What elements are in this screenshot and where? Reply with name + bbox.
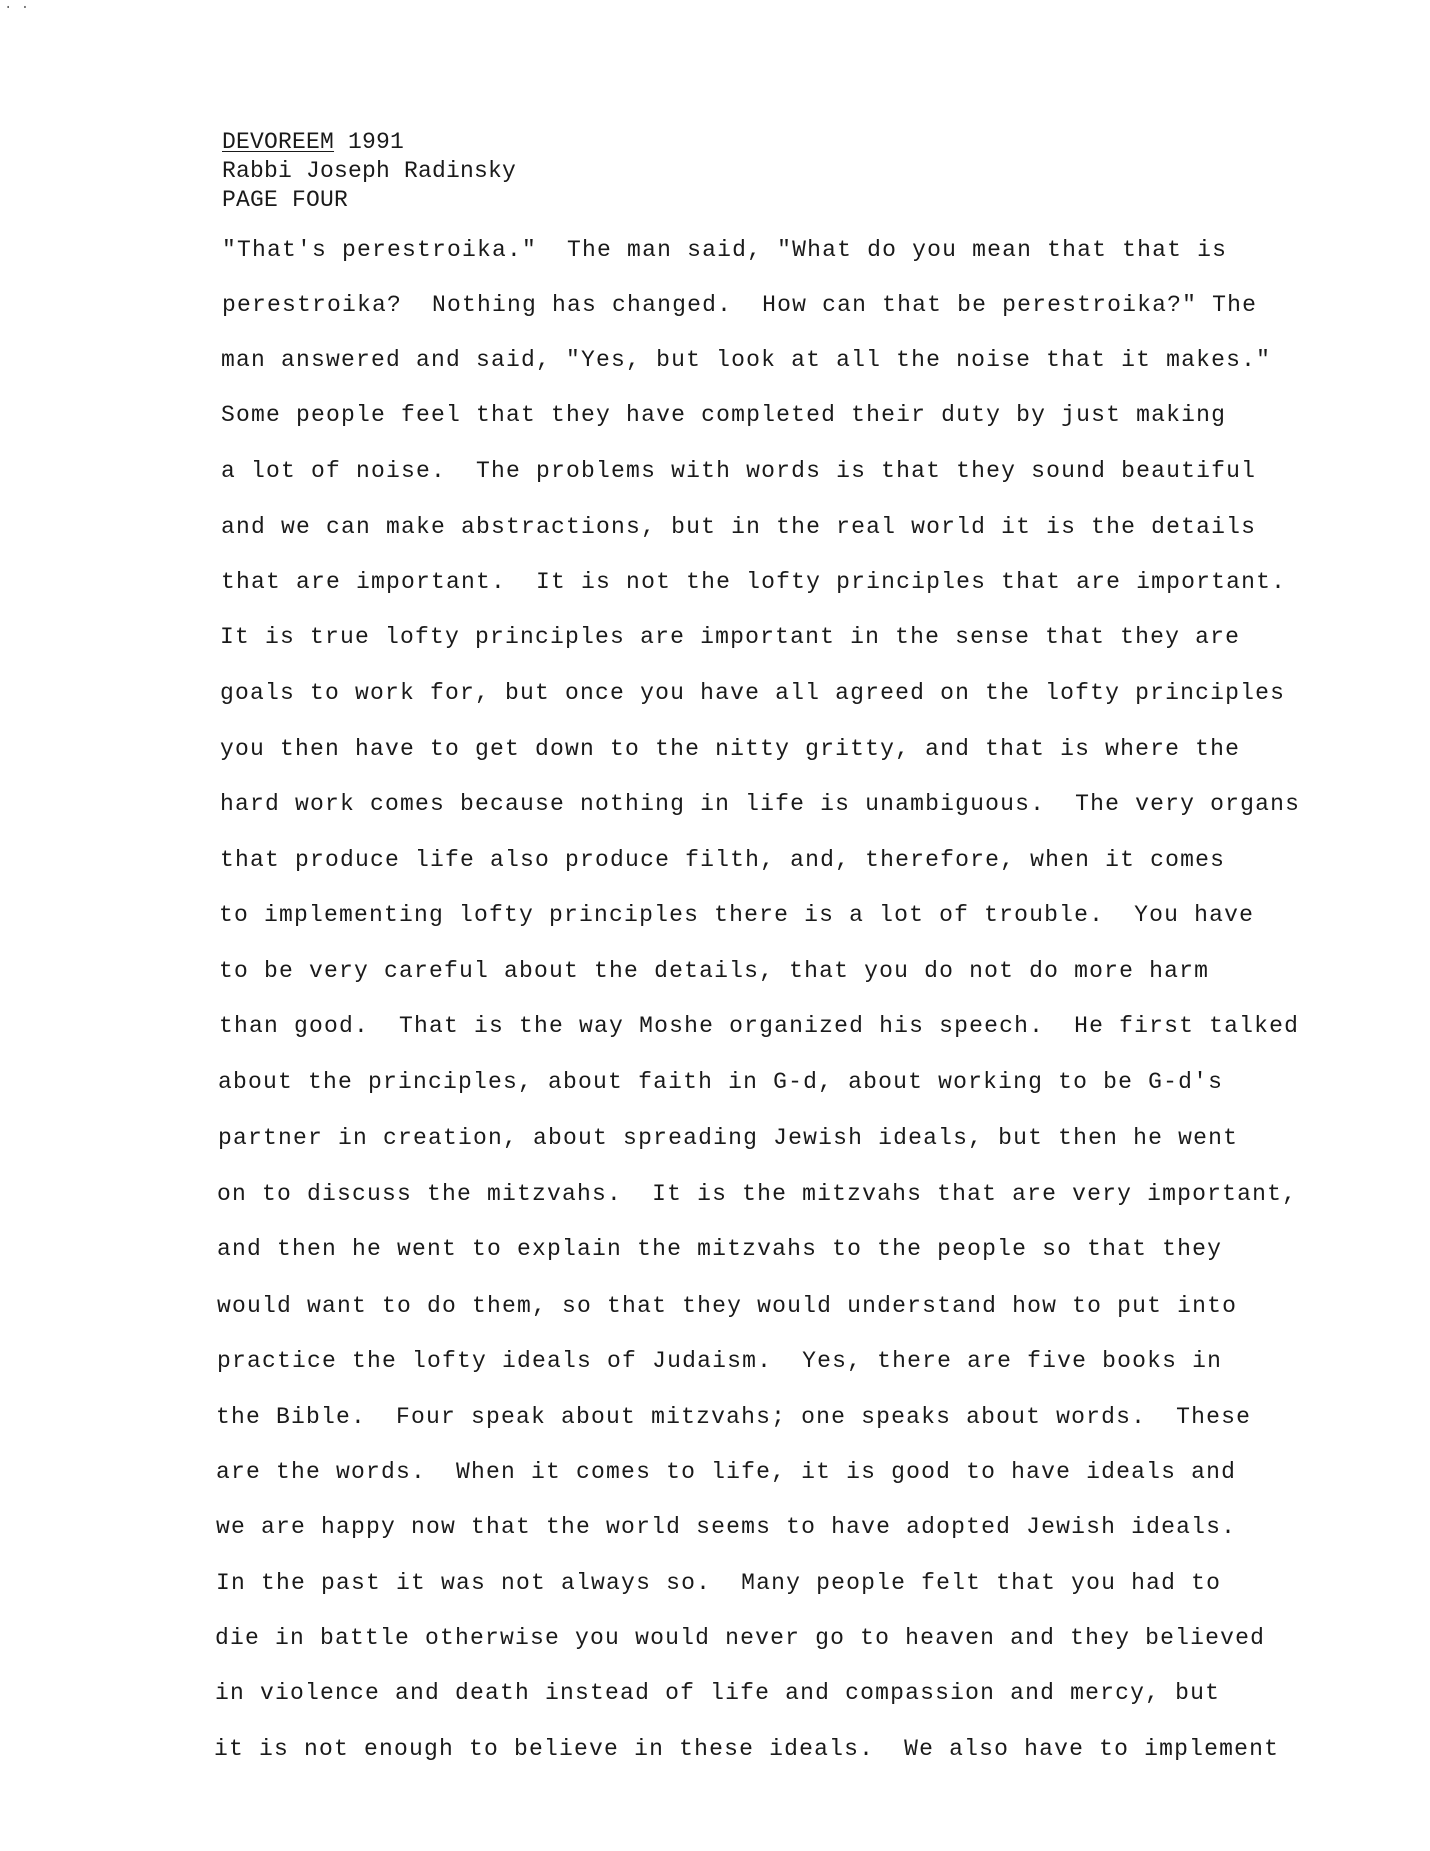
body-line: to be very careful about the details, that you do not do more harm — [219, 958, 1210, 984]
header-author: Rabbi Joseph Radinsky — [222, 158, 517, 184]
body-line: that produce life also produce filth, and, therefore, when it comes — [220, 847, 1226, 873]
scan-corner-mark: · · — [4, 0, 30, 16]
body-line: you then have to get down to the nitty gritty, and that is where the — [220, 736, 1241, 762]
body-line: In the past it was not always so. Many people felt that you had to — [216, 1570, 1222, 1596]
body-line: man answered and said, "Yes, but look at all the noise that it makes." — [221, 347, 1272, 373]
body-line: in violence and death instead of life and compassion and mercy, but — [215, 1680, 1221, 1706]
body-line: to implementing lofty principles there is a lot of trouble. You have — [219, 902, 1255, 928]
body-line: and we can make abstractions, but in the real world it is the details — [221, 514, 1257, 540]
body-line: than good. That is the way Moshe organized his speech. He first talked — [219, 1013, 1300, 1039]
body-line: hard work comes because nothing in life is unambiguous. The very organs — [220, 791, 1301, 817]
body-line: goals to work for, but once you have all agreed on the lofty principles — [220, 680, 1286, 706]
body-line: on to discuss the mitzvahs. It is the mitzvahs that are very important, — [217, 1181, 1298, 1207]
body-line: would want to do them, so that they would understand how to put into — [217, 1293, 1238, 1319]
body-line: it is not enough to believe in these ideals. We also have to implement — [214, 1736, 1280, 1762]
body-line: "That's perestroika." The man said, "What do you mean that that is — [222, 237, 1228, 263]
body-line: partner in creation, about spreading Jewish ideals, but then he went — [218, 1125, 1239, 1151]
header-page-number: PAGE FOUR — [222, 187, 349, 213]
body-line: about the principles, about faith in G-d, about working to be G-d's — [218, 1069, 1224, 1095]
body-line: are the words. When it comes to life, it is good to have ideals and — [216, 1459, 1237, 1485]
body-line: and then he went to explain the mitzvahs to the people so that they — [217, 1236, 1223, 1262]
body-line: perestroika? Nothing has changed. How can that be perestroika?" The — [222, 292, 1258, 318]
body-line: that are important. It is not the lofty principles that are important. — [221, 569, 1287, 595]
body-line: die in battle otherwise you would never go to heaven and they believed — [215, 1625, 1266, 1651]
body-line: practice the lofty ideals of Judaism. Yes, there are five books in — [217, 1348, 1223, 1374]
body-line: we are happy now that the world seems to have adopted Jewish ideals. — [216, 1514, 1237, 1540]
body-line: the Bible. Four speak about mitzvahs; one speaks about words. These — [216, 1404, 1252, 1430]
body-line: It is true lofty principles are important in the sense that they are — [220, 624, 1241, 650]
body-line: Some people feel that they have completed their duty by just making — [221, 402, 1227, 428]
header-title: DEVOREEM — [222, 129, 335, 155]
header-year: 1991 — [334, 129, 405, 155]
body-line: a lot of noise. The problems with words is that they sound beautiful — [221, 458, 1257, 484]
